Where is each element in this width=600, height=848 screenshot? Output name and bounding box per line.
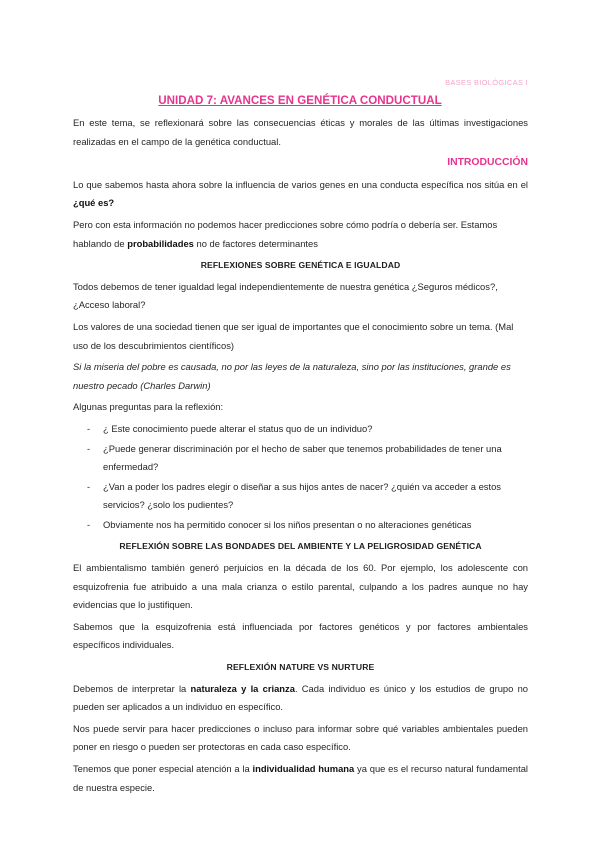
section-heading-igualdad: REFLEXIONES SOBRE GENÉTICA E IGUALDAD — [200, 260, 401, 271]
darwin-quote: Si la miseria del pobre es causada, no por las leyes de la naturaleza, sino por las instituciones, grande es nuestro pecado (Charles Darwin) — [73, 361, 511, 391]
running-header: BASES BIOLÓGICAS I — [445, 78, 528, 87]
section-heading-nature-nurture: REFLEXIÓN NATURE VS NURTURE — [226, 662, 375, 673]
bondades-paragraph-2: Sabemos que la esquizofrenia está influenciada por factores genéticos y por factores ambientales específicos individuales. — [73, 620, 528, 651]
unit-title: UNIDAD 7: AVANCES EN GENÉTICA CONDUCTUAL — [158, 94, 442, 107]
intro-paragraph: En este tema, se reflexionará sobre las consecuencias éticas y morales de las últimas investigaciones realizadas en el campo de la genética conductual. — [73, 117, 528, 147]
list-item: - ¿Van a poder los padres elegir o diseñar a sus hijos antes de nacer? ¿quién va acceder a estos servicios? ¿solo los pudientes? — [87, 478, 528, 515]
nature-paragraph-2: Nos puede servir para hacer predicciones o incluso para informar sobre qué variables ambientales pueden poner en riesgo o pueden ser protectoras en cada caso específico. — [73, 722, 528, 753]
list-item: - ¿Puede generar discriminación por el hecho de saber que tenemos probabilidades de tener una enfermedad? — [87, 440, 528, 477]
list-item: - ¿ Este conocimiento puede alterar el status quo de un individuo? — [87, 420, 528, 439]
introduccion-paragraph-2: Pero con esta información no podemos hacer predicciones sobre cómo podría o debería ser. Estamos hablando de probabilidades no de factores determinantes — [73, 218, 498, 249]
nature-paragraph-3: Tenemos que poner especial atención a la individualidad humana ya que es el recurso natural fundamental de nuestra especie. — [73, 763, 529, 793]
list-item: - Obviamente nos ha permitido conocer si los niños presentan o no alteraciones genéticas — [87, 516, 528, 535]
igualdad-paragraph-2: Los valores de una sociedad tienen que ser igual de importantes que el conocimiento sobre un tema. (Mal uso de los descubrimientos científicos) — [73, 320, 514, 351]
bondades-paragraph-1: El ambientalismo también generó perjuicios en la década de los 60. Por ejemplo, los adolescente con esquizofrenia fue atribuido a una mala crianza o estilo parental, culpando a los padres aunque no hay evidencias que lo justifiquen. — [73, 562, 528, 611]
document-body — [73, 114, 528, 800]
igualdad-paragraph-1: Todos debemos de tener igualdad legal independientemente de nuestra genética ¿Seguros médicos?, ¿Acceso laboral? — [73, 280, 498, 311]
questions-intro: Algunas preguntas para la reflexión: — [73, 401, 224, 413]
section-heading-introduccion: INTRODUCCIÓN — [447, 157, 528, 169]
introduccion-paragraph-1: Lo que sabemos hasta ahora sobre la influencia de varios genes en una conducta específica nos sitúa en el ¿qué es? — [73, 178, 528, 209]
section-heading-bondades: REFLEXIÓN SOBRE LAS BONDADES DEL AMBIENTE Y LA PELIGROSIDAD GENÉTICA — [119, 541, 482, 552]
nature-paragraph-1: Debemos de interpretar la naturaleza y la crianza. Cada individuo es único y los estudios de grupo no pueden ser aplicados a un individuo en específico. — [73, 682, 529, 713]
questions-list — [73, 420, 528, 535]
